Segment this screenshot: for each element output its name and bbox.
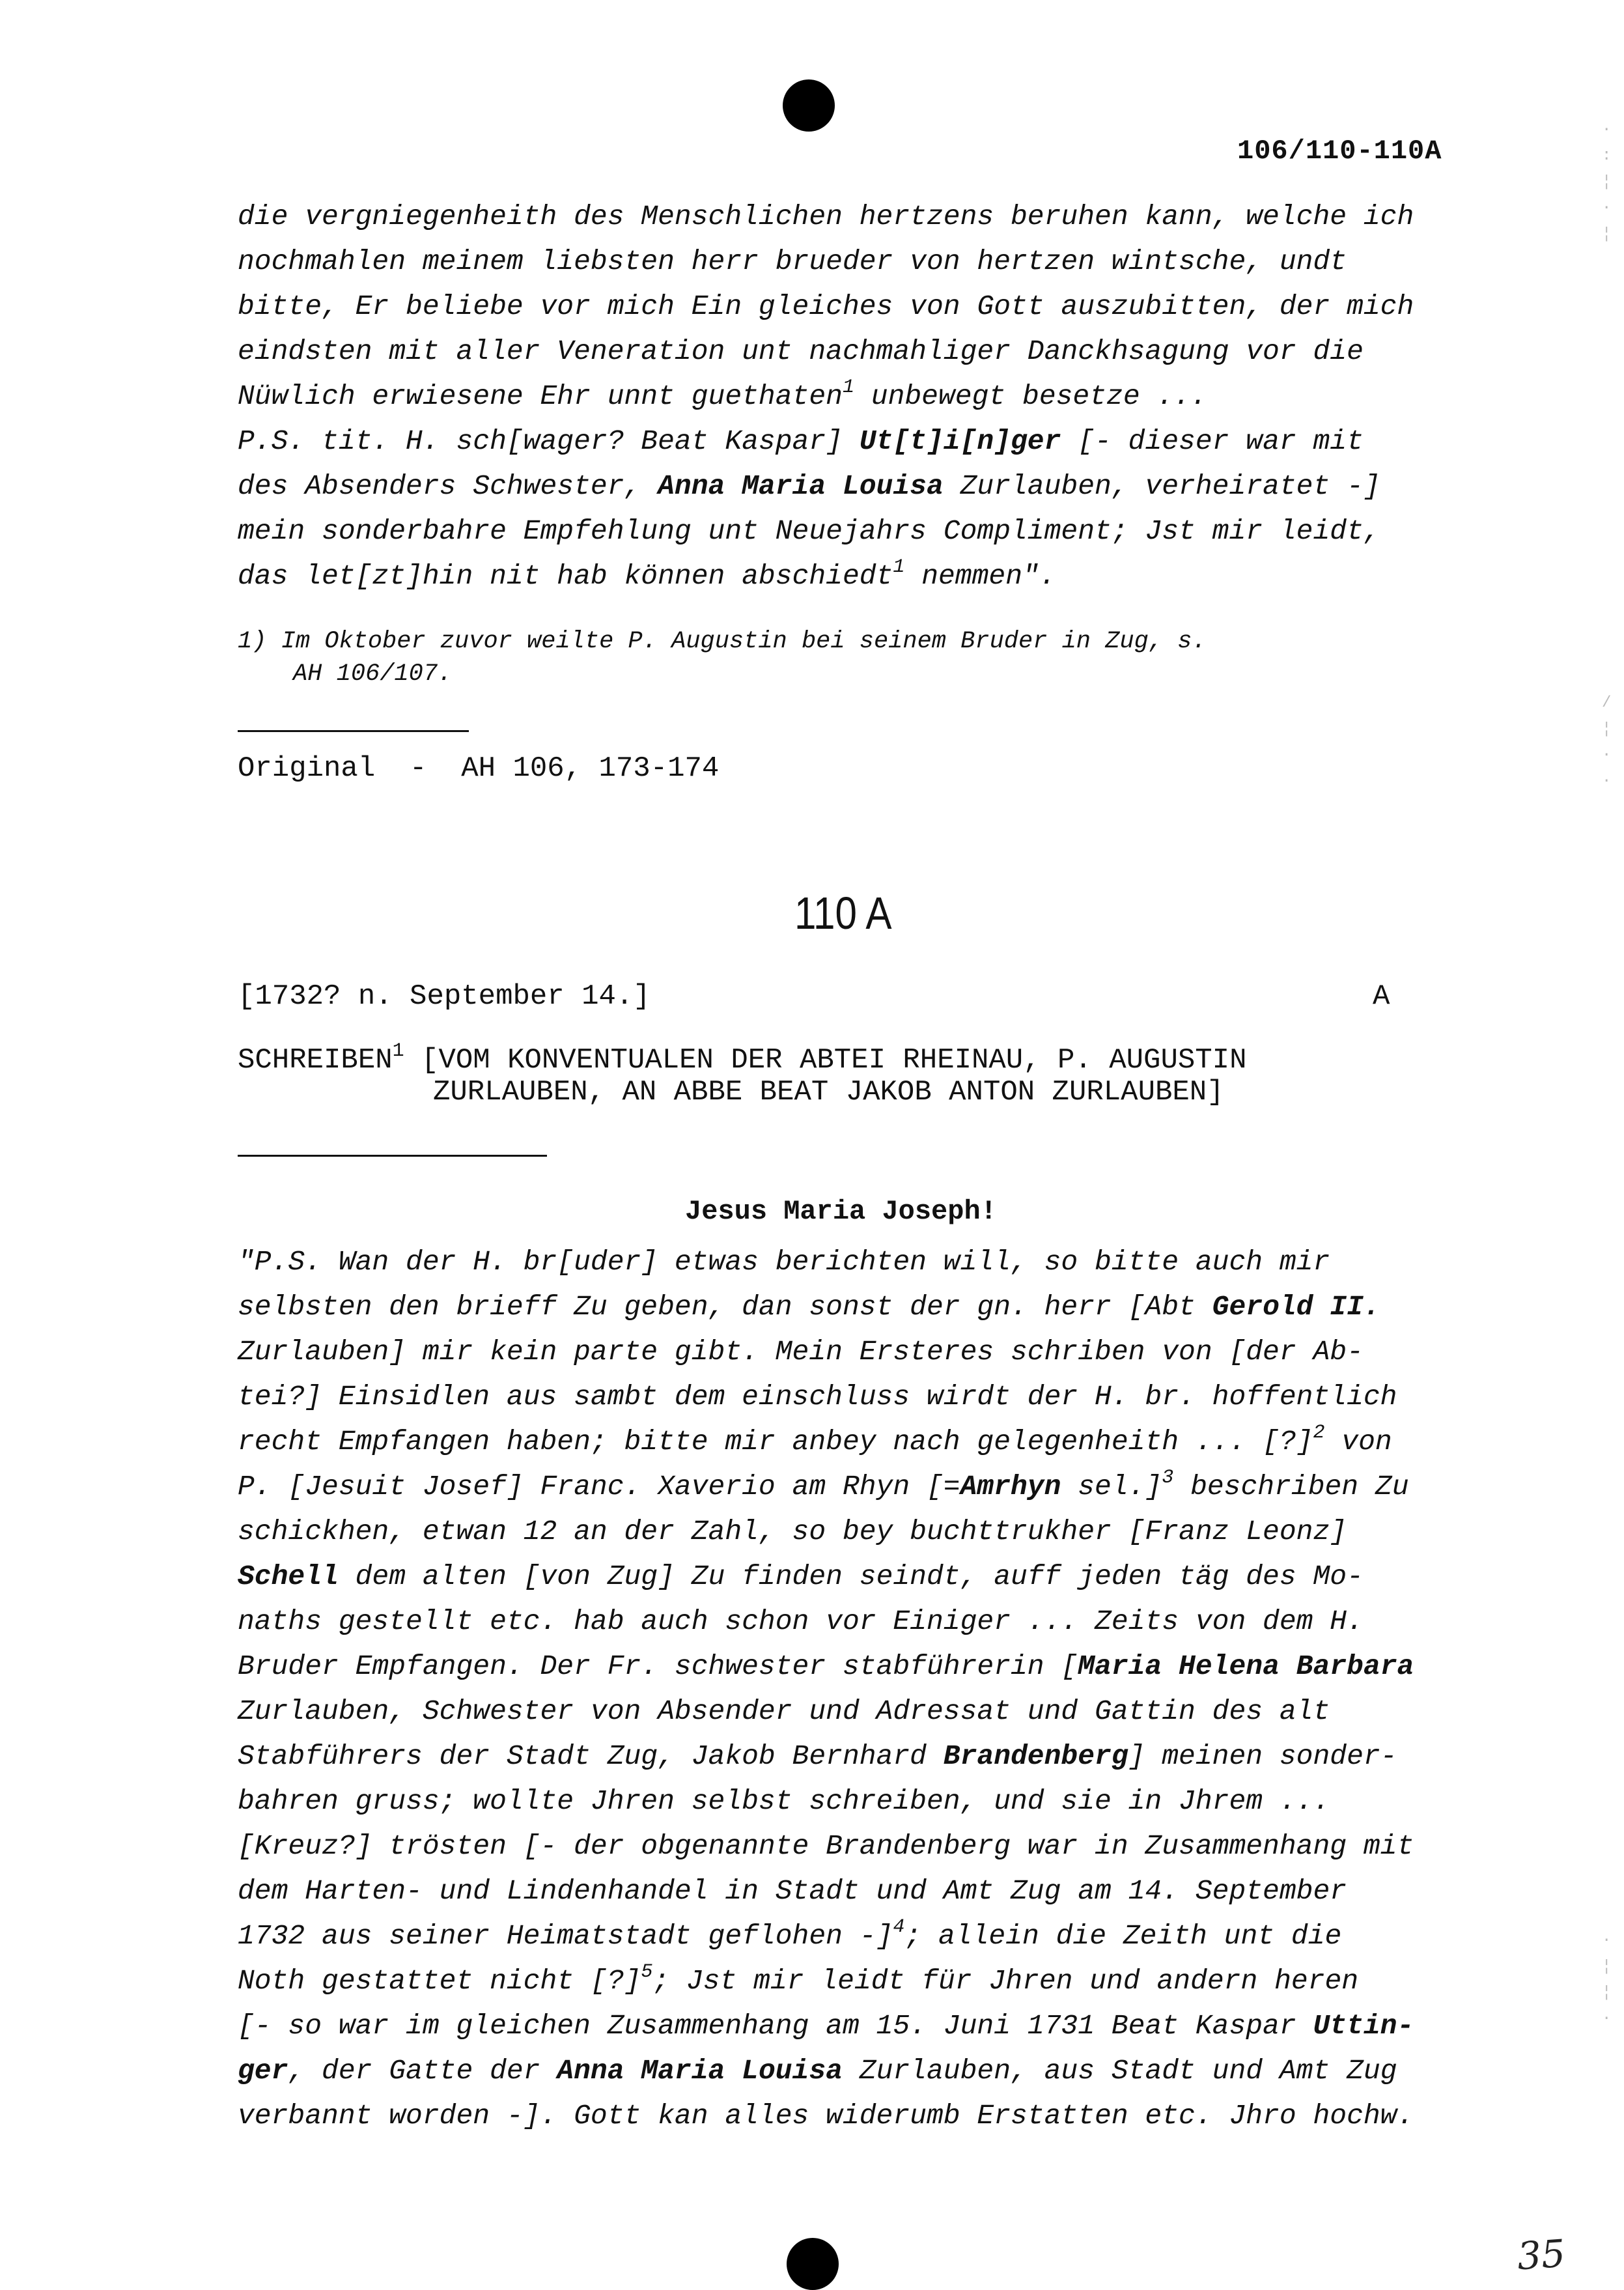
footnote-line-2: AH 106/107. xyxy=(293,660,453,688)
footnote-marker: 3 xyxy=(1162,1467,1174,1489)
document-code: A xyxy=(1373,980,1390,1013)
text-line: Bruder Empfangen. Der Fr. schwester stabführerin [Maria Helena Barbara xyxy=(238,1650,1414,1682)
text-line: mein sonderbahre Empfehlung unt Neuejahrs Compliment; Jst mir leidt, xyxy=(238,515,1380,547)
person-name: Amrhyn xyxy=(960,1471,1061,1503)
text-line: dem Harten- und Lindenhandel in Stadt und Amt Zug am 14. September xyxy=(238,1875,1347,1907)
footnote-marker: 1 xyxy=(893,556,905,578)
person-name: Anna Maria Louisa xyxy=(658,470,944,502)
text-line: "P.S. Wan der H. br[uder] etwas berichten will, so bitte auch mir xyxy=(238,1246,1330,1278)
footnote-marker: 4 xyxy=(893,1916,905,1938)
person-name: ger xyxy=(238,2055,288,2087)
footnote-line-1: 1) Im Oktober zuvor weilte P. Augustin bei seinem Bruder in Zug, s. xyxy=(238,628,1207,655)
invocation: Jesus Maria Joseph! xyxy=(685,1196,997,1227)
text-line: Nüwlich erwiesene Ehr unnt guethaten$^1$ unbewegt besetze ... xyxy=(238,376,1207,412)
folio-number: 35 xyxy=(1515,2231,1567,2279)
document-title-line-2: ZURLAUBEN, AN ABBE BEAT JAKOB ANTON ZURLAUBEN] xyxy=(433,1076,1224,1109)
footnote-marker: 2 xyxy=(1313,1422,1325,1444)
text-line: Zurlauben, Schwester von Absender und Adressat und Gattin des alt xyxy=(238,1695,1330,1727)
text-line: die vergniegenheith des Menschlichen hertzens beruhen kann, welche ich xyxy=(238,201,1414,233)
text-line: tei?] Einsidlen aus sambt dem einschluss wirdt der H. br. hoffentlich xyxy=(238,1381,1397,1413)
footnote-marker: 1 xyxy=(392,1040,404,1062)
text-line: Stabführers der Stadt Zug, Jakob Bernhard Brandenberg] meinen sonder- xyxy=(238,1740,1397,1772)
footnote-marker: 5 xyxy=(641,1961,653,1983)
text-line: schickhen, etwan 12 an der Zahl, so bey buchttrukher [Franz Leonz] xyxy=(238,1516,1347,1548)
punch-hole-bottom xyxy=(787,2238,839,2290)
text-line: recht Empfangen haben; bitte mir anbey nach gelegenheith ... [?]$^2$ von xyxy=(238,1422,1392,1458)
page-reference: 106/110-110A xyxy=(1237,135,1442,167)
text-line: bitte, Er beliebe vor mich Ein gleiches von Gott auszubitten, der mich xyxy=(238,290,1414,322)
punch-hole-top xyxy=(783,79,835,132)
text-line: bahren gruss; wollte Jhren selbst schreiben, und sie in Jhrem ... xyxy=(238,1785,1330,1817)
prior-letter-text xyxy=(238,194,1481,599)
text-line: das let[zt]hin nit hab können abschiedt$^1$ nemmen". xyxy=(238,556,1056,592)
text-line: ger, der Gatte der Anna Maria Louisa Zurlauben, aus Stadt und Amt Zug xyxy=(238,2055,1397,2087)
text-line: des Absenders Schwester, Anna Maria Louisa Zurlauben, verheiratet -] xyxy=(238,470,1380,502)
divider xyxy=(238,730,469,732)
divider xyxy=(238,1155,547,1157)
document-title-line-1: SCHREIBEN$^1$ [VOM KONVENTUALEN DER ABTEI RHEINAU, P. AUGUSTIN xyxy=(238,1040,1247,1077)
text-line: 1732 aus seiner Heimatstadt geflohen -]$^4$; allein die Zeith unt die xyxy=(238,1916,1342,1952)
person-name: Uttin- xyxy=(1313,2010,1414,2042)
text-line: [Kreuz?] trösten [- der obgenannte Brandenberg war in Zusammenhang mit xyxy=(238,1830,1414,1862)
text-line: selbsten den brieff Zu geben, dan sonst der gn. herr [Abt Gerold II. xyxy=(238,1291,1380,1323)
person-name: Ut[t]i[n]ger xyxy=(859,425,1061,457)
text-line: verbannt worden -]. Gott kan alles widerumb Erstatten etc. Jhro hochw. xyxy=(238,2100,1414,2132)
person-name: Gerold II xyxy=(1212,1291,1364,1323)
text-line: Schell dem alten [von Zug] Zu finden seindt, auff jeden täg des Mo- xyxy=(238,1561,1364,1592)
source-reference: Original - AH 106, 173-174 xyxy=(238,752,720,785)
text-line: [- so war im gleichen Zusammenhang am 15. Juni 1731 Beat Kaspar Uttin- xyxy=(238,2010,1414,2042)
text-line: Noth gestattet nicht [?]$^5$; Jst mir leidt für Jhren und andern heren xyxy=(238,1961,1359,1997)
text-line: nochmahlen meinem liebsten herr brueder von hertzen wintsche, undt xyxy=(238,246,1347,277)
text-line: Zurlauben] mir kein parte gibt. Mein Ersteres schriben von [der Ab- xyxy=(238,1336,1364,1368)
margin-marks: / ¦ · · xyxy=(1602,694,1612,790)
footnote-marker: 1 xyxy=(842,376,854,399)
margin-marks: · : ¦ · ¦ xyxy=(1602,121,1612,243)
letter-text xyxy=(238,1239,1481,2138)
person-name: Anna Maria Louisa xyxy=(557,2055,843,2087)
document-date: [1732? n. September 14.] xyxy=(238,980,651,1013)
person-name: Maria Helena Barbara xyxy=(1078,1650,1414,1682)
text-line: P.S. tit. H. sch[wager? Beat Kaspar] Ut[t]i[n]ger [- dieser war mit xyxy=(238,425,1364,457)
person-name: Schell xyxy=(238,1561,339,1592)
text-line: naths gestellt etc. hab auch schon vor Einiger ... Zeits von dem H. xyxy=(238,1605,1364,1637)
text-line: P. [Jesuit Josef] Franc. Xaverio am Rhyn [=Amrhyn sel.]$^3$ beschriben Zu xyxy=(238,1467,1409,1503)
margin-marks: · ¦ ¦ · xyxy=(1602,1932,1612,2028)
person-name: Brandenberg xyxy=(943,1740,1128,1772)
text-line: eindsten mit aller Veneration unt nachmahliger Danckhsagung vor die xyxy=(238,335,1364,367)
document-number: 110 A xyxy=(794,888,892,939)
